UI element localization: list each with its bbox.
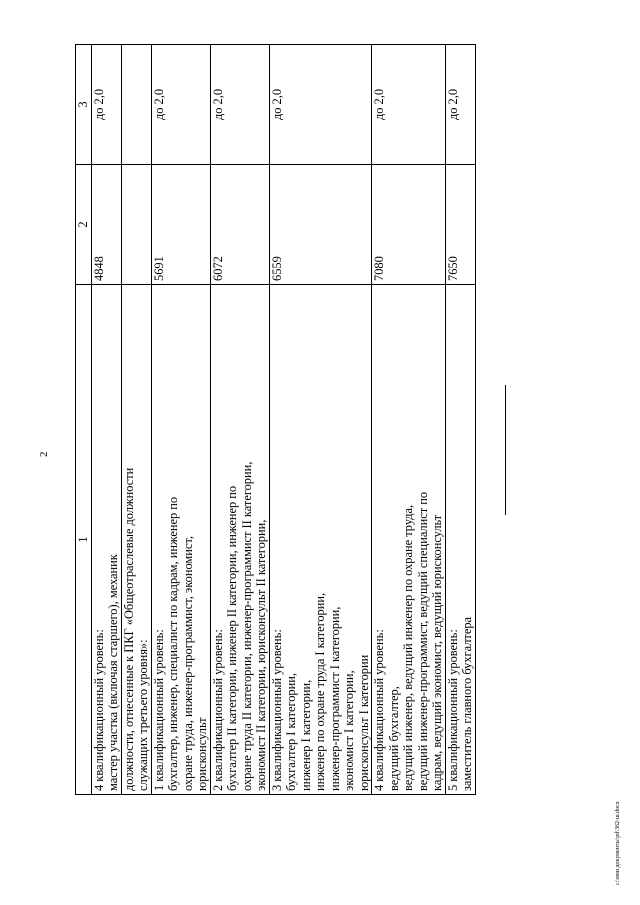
table-row (269, 45, 372, 795)
position-line: инженер I категории, (298, 679, 313, 791)
header-cell: 1 (76, 285, 92, 795)
position-line: 2 квалификационный уровень: (210, 629, 225, 791)
coef-cell: до 2,0 (210, 45, 269, 165)
coef-cell: до 2,0 (269, 45, 372, 165)
position-cell (445, 285, 475, 795)
coef-cell: до 2,0 (91, 45, 121, 165)
position-line: служащих третьего уровня»: (136, 639, 150, 791)
position-cell (91, 285, 121, 795)
position-line: инженер по охране труда I категории, (313, 592, 327, 791)
salary-cell: 6072 (210, 165, 269, 285)
position-line: бухгалтер I категории, (284, 673, 298, 791)
table-row (121, 45, 151, 795)
footer-file-path: c:\мои документы\pd\362-ш.docx (615, 801, 621, 885)
position-line: ведущий инженер, ведущий инженер по охране труда, (401, 504, 415, 791)
end-divider (505, 385, 506, 515)
table-row (210, 45, 269, 795)
position-line: ведущий инженер-программист, ведущий специалист по (415, 491, 430, 791)
table-header-row (76, 45, 92, 795)
table-row (372, 45, 446, 795)
header-cell: 3 (76, 45, 92, 165)
header-cell: 2 (76, 165, 92, 285)
coef-cell: до 2,0 (372, 45, 446, 165)
position-cell (269, 285, 372, 795)
position-cell (210, 285, 269, 795)
position-line: юрисконсульт (195, 717, 209, 791)
table-row (91, 45, 121, 795)
page-number: 2 (38, 451, 50, 457)
position-line: 4 квалификационный уровень: (91, 629, 106, 791)
salary-cell: 4848 (91, 165, 121, 285)
position-line: экономист I категории, (342, 670, 356, 791)
position-line: охране труда II категории, инженер-программист II категории, (239, 461, 254, 791)
coef-cell: до 2,0 (151, 45, 210, 165)
position-line: 3 квалификационный уровень: (269, 629, 284, 791)
position-line: 4 квалификационный уровень: (372, 629, 386, 791)
table-row (151, 45, 210, 795)
position-line: бухгалтер, инженер, специалист по кадрам, инженер по (166, 496, 180, 791)
table-row (445, 45, 475, 795)
position-line: кадрам, ведущий экономист, ведущий юрисконсульт (430, 514, 444, 791)
position-line: мастер участка (включая старшего), механик (106, 554, 120, 791)
position-line: инженер-программист I категории, (327, 606, 342, 791)
position-cell (121, 285, 151, 795)
position-line: должности, отнесенные к ПКГ «Общеотраслевые должности (121, 467, 136, 791)
coef-cell: до 2,0 (445, 45, 475, 165)
position-line: экономист II категории, юрисконсульт II категории, (254, 519, 268, 791)
coef-cell (121, 45, 151, 165)
salary-cell: 5691 (151, 165, 210, 285)
salary-table (75, 44, 476, 795)
position-line: юрисконсульт I категории (356, 654, 371, 791)
position-line: охране труда, инженер-программист, экономист, (180, 536, 195, 791)
position-line: 5 квалификационный уровень: (445, 629, 460, 791)
position-line: 1 квалификационный уровень: (151, 629, 166, 791)
position-line: ведущий бухгалтер, (386, 686, 401, 791)
salary-cell: 7650 (445, 165, 475, 285)
position-cell (151, 285, 210, 795)
salary-cell (121, 165, 151, 285)
position-cell (372, 285, 446, 795)
position-line: бухгалтер II категории, инженер II категории, инженер по (225, 485, 239, 791)
position-line: заместитель главного бухгалтера (460, 616, 474, 791)
salary-cell: 6559 (269, 165, 372, 285)
salary-cell: 7080 (372, 165, 446, 285)
